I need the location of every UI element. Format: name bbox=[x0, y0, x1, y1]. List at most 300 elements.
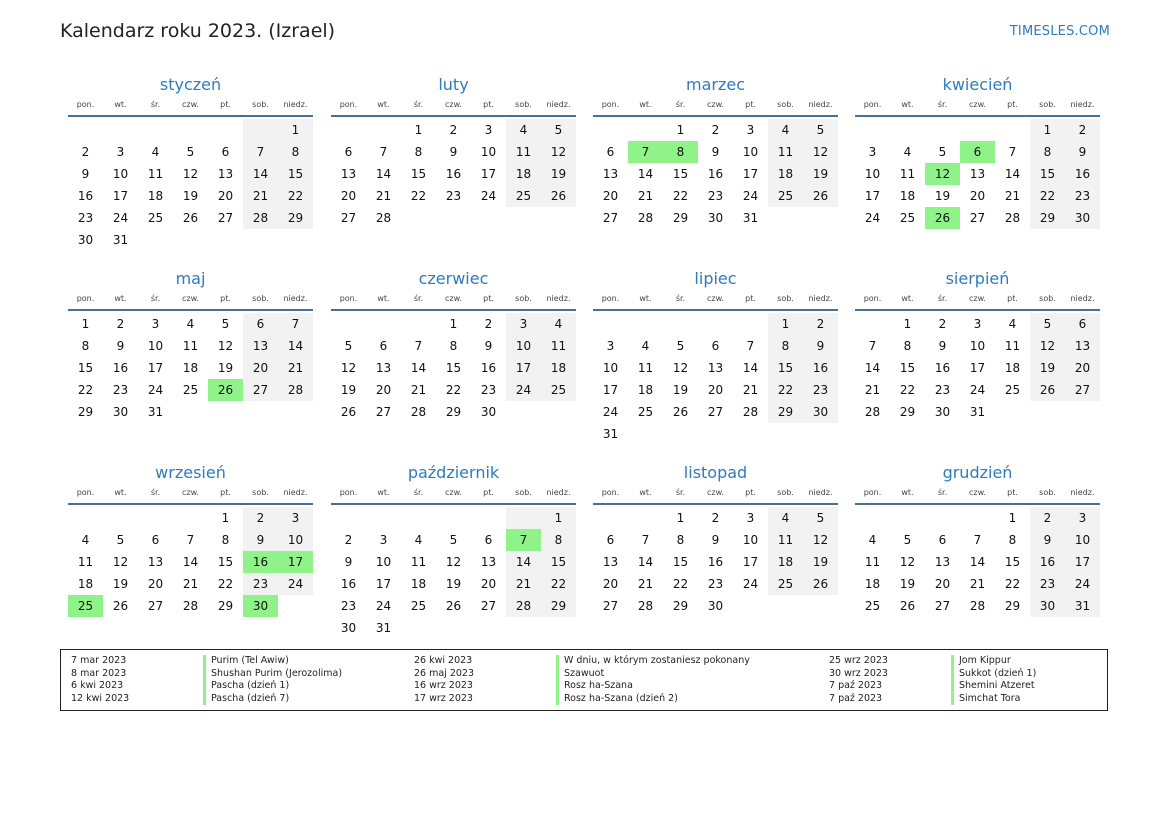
day-cell: 18 bbox=[182, 361, 199, 375]
month-block bbox=[68, 75, 313, 251]
weekday-label: śr. bbox=[413, 100, 424, 109]
weekend-day-cell: 4 bbox=[768, 119, 803, 141]
holiday-date-column bbox=[71, 655, 129, 705]
weekday-label: pon. bbox=[863, 100, 882, 109]
weekday-label: niedz. bbox=[283, 294, 308, 303]
day-cell: 28 bbox=[637, 599, 654, 613]
day-cell: 12 bbox=[182, 167, 199, 181]
weekday-label: wt. bbox=[114, 100, 127, 109]
day-cell: 1 bbox=[221, 511, 230, 525]
day-cell: 6 bbox=[938, 533, 947, 547]
brand-link[interactable]: TIMESLES.COM bbox=[1009, 24, 1110, 39]
day-cell: 25 bbox=[147, 211, 164, 225]
day-cell: 15 bbox=[672, 167, 689, 181]
day-cell: 11 bbox=[637, 361, 654, 375]
weekday-label: śr. bbox=[150, 100, 161, 109]
day-cell: 12 bbox=[217, 339, 234, 353]
day-grid bbox=[331, 313, 576, 423]
holiday-day-cell: 12 bbox=[925, 163, 960, 185]
day-cell: 14 bbox=[375, 167, 392, 181]
day-cell: 7 bbox=[868, 339, 877, 353]
weekday-header bbox=[68, 293, 313, 311]
weekday-label: sob. bbox=[515, 488, 532, 497]
weekday-header bbox=[331, 99, 576, 117]
day-cell: 24 bbox=[375, 599, 392, 613]
weekday-label: niedz. bbox=[1070, 294, 1095, 303]
holiday-date-column bbox=[414, 655, 474, 705]
day-cell: 20 bbox=[934, 577, 951, 591]
weekday-label: pon. bbox=[76, 488, 95, 497]
day-cell: 18 bbox=[899, 189, 916, 203]
weekend-day-cell: 12 bbox=[803, 529, 838, 551]
weekday-label: wt. bbox=[639, 294, 652, 303]
day-cell: 25 bbox=[182, 383, 199, 397]
day-cell: 2 bbox=[711, 123, 720, 137]
day-cell: 2 bbox=[81, 145, 90, 159]
weekend-day-cell: 27 bbox=[1065, 379, 1100, 401]
day-cell: 27 bbox=[969, 211, 986, 225]
empty-day-cell bbox=[628, 119, 663, 141]
day-cell: 18 bbox=[637, 383, 654, 397]
weekday-label: wt. bbox=[377, 488, 390, 497]
day-cell: 26 bbox=[182, 211, 199, 225]
day-cell: 2 bbox=[711, 511, 720, 525]
day-cell: 25 bbox=[1004, 383, 1021, 397]
day-cell: 3 bbox=[606, 339, 615, 353]
weekend-day-cell: 26 bbox=[1030, 379, 1065, 401]
weekend-day-cell: 17 bbox=[1065, 551, 1100, 573]
day-cell: 16 bbox=[445, 167, 462, 181]
weekend-day-cell: 21 bbox=[278, 357, 313, 379]
day-cell: 2 bbox=[449, 123, 458, 137]
weekend-day-cell: 6 bbox=[1065, 313, 1100, 335]
day-cell: 22 bbox=[899, 383, 916, 397]
day-cell: 21 bbox=[742, 383, 759, 397]
day-cell: 13 bbox=[217, 167, 234, 181]
day-cell: 14 bbox=[410, 361, 427, 375]
weekend-day-cell: 9 bbox=[803, 335, 838, 357]
weekend-day-cell: 9 bbox=[1030, 529, 1065, 551]
holiday-date: 17 wrz 2023 bbox=[414, 692, 473, 704]
weekday-label: czw. bbox=[182, 100, 199, 109]
weekday-label: śr. bbox=[150, 294, 161, 303]
weekend-day-cell: 4 bbox=[506, 119, 541, 141]
day-cell: 1 bbox=[414, 123, 423, 137]
weekday-label: śr. bbox=[413, 294, 424, 303]
weekend-day-cell: 2 bbox=[243, 507, 278, 529]
day-grid bbox=[855, 119, 1100, 229]
day-cell: 18 bbox=[1004, 361, 1021, 375]
holiday-date: 8 mar 2023 bbox=[71, 667, 127, 679]
day-cell: 13 bbox=[969, 167, 986, 181]
weekend-day-cell: 5 bbox=[803, 119, 838, 141]
weekday-label: wt. bbox=[639, 100, 652, 109]
day-cell: 26 bbox=[672, 405, 689, 419]
day-grid bbox=[855, 313, 1100, 423]
weekday-label: pt. bbox=[220, 100, 231, 109]
weekend-day-cell: 26 bbox=[541, 185, 576, 207]
weekend-day-cell: 15 bbox=[278, 163, 313, 185]
month-name: listopad bbox=[683, 463, 748, 482]
day-cell: 3 bbox=[746, 123, 755, 137]
weekday-label: niedz. bbox=[546, 294, 571, 303]
holiday-day-cell: 6 bbox=[960, 141, 995, 163]
weekday-label: czw. bbox=[182, 294, 199, 303]
day-cell: 13 bbox=[602, 167, 619, 181]
weekday-label: śr. bbox=[937, 294, 948, 303]
weekday-label: pt. bbox=[483, 294, 494, 303]
holiday-date: 26 maj 2023 bbox=[414, 667, 475, 679]
day-cell: 4 bbox=[868, 533, 877, 547]
empty-day-cell bbox=[138, 119, 173, 141]
day-cell: 15 bbox=[1004, 555, 1021, 569]
weekend-day-cell: 26 bbox=[803, 573, 838, 595]
day-cell: 13 bbox=[934, 555, 951, 569]
day-cell: 8 bbox=[1008, 533, 1017, 547]
day-cell: 28 bbox=[182, 599, 199, 613]
weekday-header bbox=[68, 99, 313, 117]
day-cell: 3 bbox=[868, 145, 877, 159]
day-grid bbox=[331, 507, 576, 639]
weekday-label: sob. bbox=[777, 294, 794, 303]
empty-day-cell bbox=[733, 313, 768, 335]
day-cell: 6 bbox=[484, 533, 493, 547]
day-cell: 10 bbox=[480, 145, 497, 159]
day-cell: 19 bbox=[340, 383, 357, 397]
day-cell: 12 bbox=[112, 555, 129, 569]
weekend-day-cell: 28 bbox=[243, 207, 278, 229]
day-grid bbox=[68, 507, 313, 617]
holiday-name: Simchat Tora bbox=[951, 693, 1036, 706]
day-cell: 10 bbox=[375, 555, 392, 569]
day-cell: 9 bbox=[344, 555, 353, 569]
holiday-day-cell: 26 bbox=[208, 379, 243, 401]
holiday-name: Rosz ha-Szana bbox=[556, 680, 750, 693]
day-cell: 3 bbox=[484, 123, 493, 137]
day-cell: 19 bbox=[112, 577, 129, 591]
weekday-label: pon. bbox=[339, 294, 358, 303]
day-cell: 22 bbox=[1004, 577, 1021, 591]
holiday-name: W dniu, w którym zostaniesz pokonany bbox=[556, 655, 750, 668]
day-cell: 16 bbox=[934, 361, 951, 375]
month-block bbox=[593, 269, 838, 445]
holiday-name: Jom Kippur bbox=[951, 655, 1036, 668]
day-cell: 20 bbox=[707, 383, 724, 397]
weekend-day-cell: 10 bbox=[506, 335, 541, 357]
day-cell: 29 bbox=[672, 599, 689, 613]
day-cell: 27 bbox=[217, 211, 234, 225]
day-cell: 7 bbox=[379, 145, 388, 159]
day-cell: 2 bbox=[116, 317, 125, 331]
day-cell: 16 bbox=[77, 189, 94, 203]
day-cell: 18 bbox=[864, 577, 881, 591]
month-name: maj bbox=[175, 269, 206, 288]
day-cell: 6 bbox=[606, 533, 615, 547]
weekday-label: sob. bbox=[1039, 488, 1056, 497]
day-cell: 12 bbox=[899, 555, 916, 569]
day-cell: 25 bbox=[899, 211, 916, 225]
weekday-label: pon. bbox=[339, 100, 358, 109]
empty-day-cell bbox=[138, 507, 173, 529]
holiday-date: 26 kwi 2023 bbox=[414, 655, 473, 666]
day-cell: 29 bbox=[217, 599, 234, 613]
day-cell: 9 bbox=[711, 533, 720, 547]
day-cell: 31 bbox=[969, 405, 986, 419]
day-cell: 6 bbox=[606, 145, 615, 159]
day-cell: 29 bbox=[899, 405, 916, 419]
day-cell: 4 bbox=[903, 145, 912, 159]
weekend-day-cell: 2 bbox=[1065, 119, 1100, 141]
empty-day-cell bbox=[855, 119, 890, 141]
holiday-day-cell: 7 bbox=[506, 529, 541, 551]
weekday-label: sob. bbox=[252, 488, 269, 497]
weekday-label: niedz. bbox=[808, 294, 833, 303]
weekday-label: sob. bbox=[777, 488, 794, 497]
weekend-day-cell: 1 bbox=[278, 119, 313, 141]
day-cell: 3 bbox=[151, 317, 160, 331]
weekday-label: czw. bbox=[707, 294, 724, 303]
day-cell: 11 bbox=[410, 555, 427, 569]
weekend-day-cell: 25 bbox=[768, 573, 803, 595]
day-cell: 25 bbox=[637, 405, 654, 419]
day-cell: 22 bbox=[672, 577, 689, 591]
weekend-day-cell: 24 bbox=[1065, 573, 1100, 595]
day-cell: 23 bbox=[340, 599, 357, 613]
weekday-label: śr. bbox=[937, 488, 948, 497]
weekday-label: pt. bbox=[745, 100, 756, 109]
day-cell: 21 bbox=[637, 189, 654, 203]
holiday-name-column bbox=[203, 655, 342, 705]
holiday-date: 12 kwi 2023 bbox=[71, 692, 130, 704]
month-name: marzec bbox=[685, 75, 745, 94]
day-cell: 17 bbox=[602, 383, 619, 397]
weekend-day-cell: 27 bbox=[243, 379, 278, 401]
day-grid bbox=[593, 507, 838, 617]
weekday-label: pt. bbox=[220, 488, 231, 497]
day-cell: 16 bbox=[707, 555, 724, 569]
empty-day-cell bbox=[925, 119, 960, 141]
day-cell: 23 bbox=[445, 189, 462, 203]
weekday-label: wt. bbox=[114, 294, 127, 303]
day-cell: 27 bbox=[602, 211, 619, 225]
weekday-label: czw. bbox=[445, 488, 462, 497]
day-cell: 29 bbox=[445, 405, 462, 419]
day-cell: 5 bbox=[938, 145, 947, 159]
day-cell: 31 bbox=[375, 621, 392, 635]
day-cell: 24 bbox=[112, 211, 129, 225]
weekday-label: sob. bbox=[1039, 100, 1056, 109]
day-cell: 29 bbox=[1004, 599, 1021, 613]
day-cell: 5 bbox=[903, 533, 912, 547]
day-cell: 21 bbox=[182, 577, 199, 591]
weekend-day-cell: 30 bbox=[1030, 595, 1065, 617]
weekend-day-cell: 13 bbox=[1065, 335, 1100, 357]
holiday-day-cell: 30 bbox=[243, 595, 278, 617]
weekend-day-cell: 10 bbox=[278, 529, 313, 551]
day-cell: 13 bbox=[147, 555, 164, 569]
day-cell: 21 bbox=[864, 383, 881, 397]
day-cell: 27 bbox=[707, 405, 724, 419]
empty-day-cell bbox=[366, 507, 401, 529]
day-cell: 17 bbox=[112, 189, 129, 203]
day-cell: 8 bbox=[414, 145, 423, 159]
weekday-header bbox=[593, 293, 838, 311]
day-cell: 24 bbox=[969, 383, 986, 397]
day-cell: 31 bbox=[602, 427, 619, 441]
weekend-day-cell: 23 bbox=[803, 379, 838, 401]
day-cell: 27 bbox=[602, 599, 619, 613]
day-cell: 26 bbox=[340, 405, 357, 419]
empty-day-cell bbox=[698, 313, 733, 335]
day-cell: 14 bbox=[182, 555, 199, 569]
weekday-label: pon. bbox=[76, 294, 95, 303]
empty-day-cell bbox=[331, 507, 366, 529]
empty-day-cell bbox=[366, 119, 401, 141]
weekday-label: czw. bbox=[707, 100, 724, 109]
holiday-name: Szawuot bbox=[556, 668, 750, 681]
weekday-header bbox=[855, 293, 1100, 311]
weekend-day-cell: 28 bbox=[278, 379, 313, 401]
day-grid bbox=[331, 119, 576, 229]
weekend-day-cell: 29 bbox=[541, 595, 576, 617]
empty-day-cell bbox=[593, 313, 628, 335]
day-cell: 21 bbox=[637, 577, 654, 591]
month-name: lipiec bbox=[694, 269, 737, 288]
weekend-day-cell: 21 bbox=[506, 573, 541, 595]
weekday-label: pt. bbox=[1007, 100, 1018, 109]
day-cell: 10 bbox=[864, 167, 881, 181]
weekday-label: niedz. bbox=[1070, 488, 1095, 497]
day-grid bbox=[593, 119, 838, 229]
day-cell: 11 bbox=[899, 167, 916, 181]
day-cell: 18 bbox=[147, 189, 164, 203]
day-cell: 17 bbox=[147, 361, 164, 375]
weekend-day-cell: 14 bbox=[278, 335, 313, 357]
weekday-label: czw. bbox=[182, 488, 199, 497]
weekend-day-cell: 18 bbox=[506, 163, 541, 185]
day-cell: 7 bbox=[746, 339, 755, 353]
day-cell: 3 bbox=[379, 533, 388, 547]
month-block bbox=[331, 463, 576, 639]
day-cell: 6 bbox=[711, 339, 720, 353]
weekday-label: pt. bbox=[220, 294, 231, 303]
weekday-label: wt. bbox=[377, 100, 390, 109]
weekend-day-cell: 12 bbox=[1030, 335, 1065, 357]
month-name: luty bbox=[438, 75, 469, 94]
day-cell: 5 bbox=[116, 533, 125, 547]
weekday-label: pt. bbox=[483, 488, 494, 497]
weekday-label: wt. bbox=[114, 488, 127, 497]
day-cell: 9 bbox=[81, 167, 90, 181]
weekend-day-cell: 19 bbox=[1030, 357, 1065, 379]
weekend-day-cell: 11 bbox=[506, 141, 541, 163]
weekday-header bbox=[593, 99, 838, 117]
day-cell: 5 bbox=[676, 339, 685, 353]
weekday-label: pon. bbox=[863, 294, 882, 303]
weekday-label: sob. bbox=[777, 100, 794, 109]
day-cell: 13 bbox=[602, 555, 619, 569]
day-cell: 22 bbox=[672, 189, 689, 203]
weekday-label: wt. bbox=[901, 100, 914, 109]
empty-day-cell bbox=[436, 507, 471, 529]
day-cell: 16 bbox=[340, 577, 357, 591]
weekend-day-cell: 5 bbox=[1030, 313, 1065, 335]
weekend-day-cell: 6 bbox=[243, 313, 278, 335]
empty-day-cell bbox=[68, 119, 103, 141]
day-cell: 17 bbox=[375, 577, 392, 591]
day-cell: 20 bbox=[340, 189, 357, 203]
holiday-name: Purim (Tel Awiw) bbox=[203, 655, 342, 668]
holiday-date: 30 wrz 2023 bbox=[829, 667, 888, 679]
day-cell: 20 bbox=[147, 577, 164, 591]
empty-day-cell bbox=[925, 507, 960, 529]
weekday-label: wt. bbox=[901, 294, 914, 303]
month-name: sierpień bbox=[945, 269, 1010, 288]
day-cell: 23 bbox=[77, 211, 94, 225]
day-cell: 30 bbox=[77, 233, 94, 247]
month-name: październik bbox=[407, 463, 500, 482]
day-cell: 11 bbox=[1004, 339, 1021, 353]
day-cell: 19 bbox=[899, 577, 916, 591]
weekend-day-cell: 25 bbox=[768, 185, 803, 207]
day-cell: 20 bbox=[480, 577, 497, 591]
day-cell: 12 bbox=[445, 555, 462, 569]
weekend-day-cell: 5 bbox=[541, 119, 576, 141]
day-grid bbox=[593, 313, 838, 445]
day-cell: 5 bbox=[186, 145, 195, 159]
weekday-header bbox=[593, 487, 838, 505]
month-name: wrzesień bbox=[155, 463, 226, 482]
day-cell: 13 bbox=[340, 167, 357, 181]
day-cell: 24 bbox=[742, 577, 759, 591]
day-cell: 4 bbox=[641, 339, 650, 353]
empty-day-cell bbox=[960, 507, 995, 529]
weekday-label: pt. bbox=[483, 100, 494, 109]
empty-day-cell bbox=[855, 507, 890, 529]
weekend-day-cell: 11 bbox=[541, 335, 576, 357]
weekday-label: pt. bbox=[1007, 488, 1018, 497]
weekday-header bbox=[855, 99, 1100, 117]
day-cell: 14 bbox=[1004, 167, 1021, 181]
day-cell: 17 bbox=[864, 189, 881, 203]
day-cell: 30 bbox=[112, 405, 129, 419]
weekday-label: czw. bbox=[969, 488, 986, 497]
weekend-day-cell: 18 bbox=[768, 163, 803, 185]
day-cell: 19 bbox=[217, 361, 234, 375]
weekend-day-cell: 2 bbox=[1030, 507, 1065, 529]
day-cell: 10 bbox=[602, 361, 619, 375]
weekday-label: śr. bbox=[675, 488, 686, 497]
weekday-label: pt. bbox=[745, 294, 756, 303]
day-cell: 3 bbox=[116, 145, 125, 159]
weekend-day-cell: 29 bbox=[278, 207, 313, 229]
day-cell: 12 bbox=[672, 361, 689, 375]
day-cell: 1 bbox=[1008, 511, 1017, 525]
weekday-label: pon. bbox=[863, 488, 882, 497]
weekend-day-cell: 19 bbox=[541, 163, 576, 185]
empty-day-cell bbox=[173, 119, 208, 141]
weekend-day-cell: 18 bbox=[768, 551, 803, 573]
day-cell: 14 bbox=[637, 167, 654, 181]
day-cell: 20 bbox=[217, 189, 234, 203]
day-cell: 10 bbox=[112, 167, 129, 181]
holiday-day-cell: 25 bbox=[68, 595, 103, 617]
day-cell: 9 bbox=[711, 145, 720, 159]
holiday-name-column bbox=[556, 655, 750, 705]
month-block bbox=[68, 463, 313, 617]
day-cell: 4 bbox=[81, 533, 90, 547]
day-cell: 15 bbox=[77, 361, 94, 375]
